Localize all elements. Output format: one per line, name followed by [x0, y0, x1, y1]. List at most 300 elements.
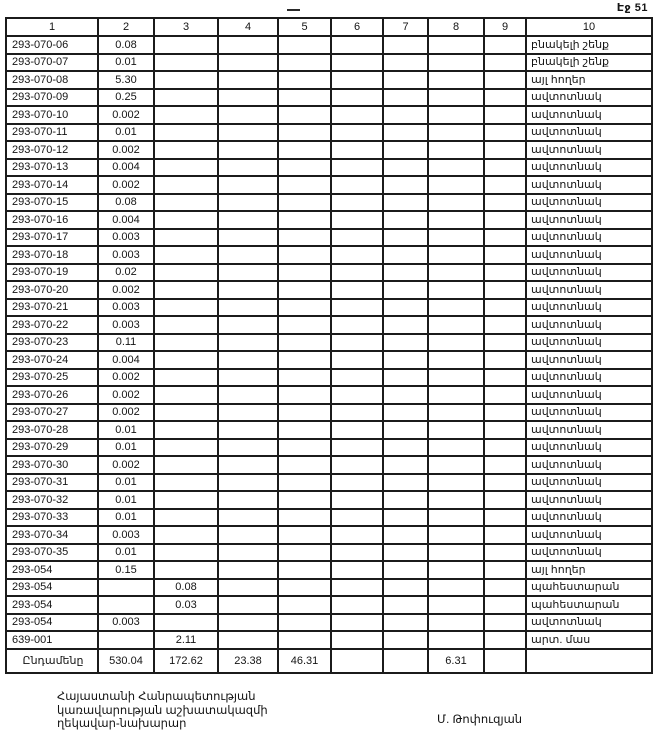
cell-col9	[484, 631, 526, 649]
cell-col3	[154, 404, 218, 422]
cell-col8	[428, 334, 484, 352]
column-header-8: 8	[428, 18, 484, 36]
cell-col6	[331, 211, 383, 229]
cell-col5	[278, 124, 331, 142]
total-cell-col4: 23.38	[218, 649, 278, 673]
cell-col8	[428, 159, 484, 177]
cell-col6	[331, 281, 383, 299]
cell-col10: այլ հողեր	[526, 71, 652, 89]
cell-col2: 0.01	[98, 491, 154, 509]
cell-col3	[154, 614, 218, 632]
cell-col9	[484, 89, 526, 107]
cell-col3	[154, 176, 218, 194]
cell-col8	[428, 299, 484, 317]
cell-col10: ավտոտնակ	[526, 386, 652, 404]
cell-col4	[218, 246, 278, 264]
cell-col5	[278, 299, 331, 317]
cell-col9	[484, 106, 526, 124]
cell-col8	[428, 491, 484, 509]
cell-col10: ավտոտնակ	[526, 491, 652, 509]
cell-col5	[278, 141, 331, 159]
cell-col5	[278, 614, 331, 632]
cell-col8	[428, 631, 484, 649]
cell-col5	[278, 509, 331, 527]
cell-col7	[383, 404, 428, 422]
cell-col4	[218, 54, 278, 72]
footer-line-3: ղեկավար-նախարար	[57, 718, 187, 730]
cell-col5	[278, 421, 331, 439]
cell-col9	[484, 246, 526, 264]
cell-col3	[154, 124, 218, 142]
cell-col4	[218, 474, 278, 492]
cell-col3	[154, 456, 218, 474]
cell-col6	[331, 159, 383, 177]
cell-col10: ավտոտնակ	[526, 509, 652, 527]
cell-col10: ավտոտնակ	[526, 439, 652, 457]
cell-col1: 293-070-30	[6, 456, 98, 474]
cell-col5	[278, 334, 331, 352]
cell-col2: 0.003	[98, 526, 154, 544]
cell-col8	[428, 369, 484, 387]
cell-col9	[484, 351, 526, 369]
cell-col7	[383, 369, 428, 387]
cell-col3	[154, 159, 218, 177]
cell-col7	[383, 631, 428, 649]
column-header-3: 3	[154, 18, 218, 36]
cell-col7	[383, 491, 428, 509]
cell-col9	[484, 229, 526, 247]
cell-col9	[484, 544, 526, 562]
cell-col2	[98, 596, 154, 614]
cell-col6	[331, 124, 383, 142]
cell-col2: 0.01	[98, 509, 154, 527]
cell-col1: 293-070-06	[6, 36, 98, 54]
cell-col3	[154, 246, 218, 264]
cell-col5	[278, 631, 331, 649]
cell-col3	[154, 474, 218, 492]
cell-col9	[484, 71, 526, 89]
cell-col3	[154, 334, 218, 352]
cell-col10: ավտոտնակ	[526, 264, 652, 282]
cell-col10: ավտոտնակ	[526, 299, 652, 317]
cell-col7	[383, 561, 428, 579]
cell-col7	[383, 596, 428, 614]
cell-col1: 293-070-13	[6, 159, 98, 177]
cell-col1: 293-070-35	[6, 544, 98, 562]
cell-col9	[484, 561, 526, 579]
cell-col4	[218, 404, 278, 422]
cell-col2: 0.004	[98, 211, 154, 229]
total-cell-col1: Ընդամենը	[6, 649, 98, 673]
cell-col9	[484, 369, 526, 387]
cell-col8	[428, 474, 484, 492]
cell-col5	[278, 211, 331, 229]
cell-col5	[278, 474, 331, 492]
cell-col6	[331, 456, 383, 474]
cell-col10: ավտոտնակ	[526, 89, 652, 107]
total-cell-col3: 172.62	[154, 649, 218, 673]
cell-col4	[218, 456, 278, 474]
cell-col3	[154, 386, 218, 404]
cell-col9	[484, 386, 526, 404]
cell-col2: 0.15	[98, 561, 154, 579]
cell-col6	[331, 561, 383, 579]
cell-col1: 293-070-32	[6, 491, 98, 509]
cell-col10: բնակելի շենք	[526, 54, 652, 72]
cell-col9	[484, 194, 526, 212]
cell-col2: 0.002	[98, 456, 154, 474]
table-row	[6, 229, 652, 247]
cell-col9	[484, 141, 526, 159]
cell-col7	[383, 106, 428, 124]
cell-col5	[278, 89, 331, 107]
cell-col2: 0.01	[98, 421, 154, 439]
cell-col9	[484, 281, 526, 299]
cell-col6	[331, 54, 383, 72]
cell-col6	[331, 404, 383, 422]
cell-col7	[383, 194, 428, 212]
cell-col7	[383, 439, 428, 457]
cell-col2: 0.002	[98, 369, 154, 387]
property-table	[5, 17, 653, 674]
cell-col5	[278, 456, 331, 474]
cell-col6	[331, 264, 383, 282]
cell-col7	[383, 579, 428, 597]
cell-col7	[383, 316, 428, 334]
cell-col3	[154, 369, 218, 387]
cell-col5	[278, 281, 331, 299]
cell-col9	[484, 439, 526, 457]
cell-col1: 293-070-20	[6, 281, 98, 299]
cell-col4	[218, 544, 278, 562]
cell-col9	[484, 159, 526, 177]
cell-col8	[428, 141, 484, 159]
cell-col8	[428, 386, 484, 404]
table-row	[6, 474, 652, 492]
cell-col1: 293-070-10	[6, 106, 98, 124]
cell-col2: 0.02	[98, 264, 154, 282]
cell-col9	[484, 421, 526, 439]
cell-col9	[484, 176, 526, 194]
table-row	[6, 386, 652, 404]
cell-col4	[218, 579, 278, 597]
table-row	[6, 54, 652, 72]
cell-col10: ավտոտնակ	[526, 404, 652, 422]
cell-col8	[428, 404, 484, 422]
cell-col8	[428, 439, 484, 457]
cell-col10: պահեստարան	[526, 579, 652, 597]
cell-col2: 0.08	[98, 194, 154, 212]
total-cell-col7	[383, 649, 428, 673]
cell-col1: 293-070-28	[6, 421, 98, 439]
cell-col3	[154, 281, 218, 299]
total-cell-col2: 530.04	[98, 649, 154, 673]
cell-col7	[383, 71, 428, 89]
table-row	[6, 491, 652, 509]
cell-col10: պահեստարան	[526, 596, 652, 614]
cell-col1: 293-070-33	[6, 509, 98, 527]
cell-col9	[484, 299, 526, 317]
cell-col10: ավտոտնակ	[526, 369, 652, 387]
cell-col8	[428, 509, 484, 527]
cell-col4	[218, 631, 278, 649]
total-cell-col8: 6.31	[428, 649, 484, 673]
cell-col2: 0.01	[98, 544, 154, 562]
cell-col2: 0.25	[98, 89, 154, 107]
cell-col4	[218, 159, 278, 177]
cell-col8	[428, 106, 484, 124]
table-row	[6, 246, 652, 264]
column-header-6: 6	[331, 18, 383, 36]
cell-col2: 0.01	[98, 54, 154, 72]
column-header-1: 1	[6, 18, 98, 36]
column-header-7: 7	[383, 18, 428, 36]
cell-col7	[383, 176, 428, 194]
cell-col2: 0.01	[98, 124, 154, 142]
cell-col5	[278, 36, 331, 54]
cell-col5	[278, 351, 331, 369]
cell-col1: 293-070-21	[6, 299, 98, 317]
cell-col4	[218, 369, 278, 387]
cell-col8	[428, 544, 484, 562]
cell-col10: ավտոտնակ	[526, 176, 652, 194]
cell-col9	[484, 614, 526, 632]
cell-col10: այլ հողեր	[526, 561, 652, 579]
cell-col3	[154, 229, 218, 247]
table-row	[6, 614, 652, 632]
cell-col8	[428, 246, 484, 264]
footer-line-1: Հայաստանի Հանրապետության	[57, 691, 256, 703]
cell-col5	[278, 544, 331, 562]
cell-col10: ավտոտնակ	[526, 474, 652, 492]
cell-col6	[331, 421, 383, 439]
cell-col1: 293-054	[6, 596, 98, 614]
cell-col6	[331, 439, 383, 457]
table-row	[6, 159, 652, 177]
cell-col3	[154, 421, 218, 439]
cell-col5	[278, 439, 331, 457]
cell-col5	[278, 596, 331, 614]
cell-col2: 0.11	[98, 334, 154, 352]
cell-col1: 293-070-18	[6, 246, 98, 264]
cell-col4	[218, 561, 278, 579]
cell-col3	[154, 141, 218, 159]
cell-col8	[428, 229, 484, 247]
table-row	[6, 194, 652, 212]
cell-col7	[383, 54, 428, 72]
cell-col6	[331, 89, 383, 107]
cell-col1: 293-070-16	[6, 211, 98, 229]
cell-col3	[154, 351, 218, 369]
cell-col1: 293-054	[6, 561, 98, 579]
cell-col10: արտ. մաս	[526, 631, 652, 649]
cell-col5	[278, 491, 331, 509]
cell-col4	[218, 614, 278, 632]
cell-col8	[428, 579, 484, 597]
column-header-4: 4	[218, 18, 278, 36]
cell-col8	[428, 596, 484, 614]
cell-col7	[383, 474, 428, 492]
cell-col4	[218, 36, 278, 54]
table-row	[6, 439, 652, 457]
cell-col8	[428, 316, 484, 334]
cell-col9	[484, 211, 526, 229]
cell-col6	[331, 246, 383, 264]
cell-col6	[331, 176, 383, 194]
cell-col2: 0.003	[98, 229, 154, 247]
cell-col8	[428, 281, 484, 299]
cell-col1: 293-070-15	[6, 194, 98, 212]
total-row	[6, 649, 652, 673]
cell-col1: 293-070-27	[6, 404, 98, 422]
cell-col10: ավտոտնակ	[526, 159, 652, 177]
table-row	[6, 89, 652, 107]
cell-col6	[331, 229, 383, 247]
cell-col10: ավտոտնակ	[526, 229, 652, 247]
cell-col9	[484, 54, 526, 72]
cell-col3	[154, 299, 218, 317]
cell-col4	[218, 351, 278, 369]
cell-col3	[154, 439, 218, 457]
cell-col10: ավտոտնակ	[526, 334, 652, 352]
cell-col2: 0.08	[98, 36, 154, 54]
cell-col6	[331, 579, 383, 597]
table-row	[6, 299, 652, 317]
cell-col1: 293-054	[6, 579, 98, 597]
table-row	[6, 106, 652, 124]
cell-col3	[154, 54, 218, 72]
cell-col7	[383, 334, 428, 352]
cell-col1: 293-070-08	[6, 71, 98, 89]
table-row	[6, 71, 652, 89]
cell-col6	[331, 141, 383, 159]
cell-col7	[383, 229, 428, 247]
table-row	[6, 456, 652, 474]
cell-col7	[383, 211, 428, 229]
cell-col4	[218, 334, 278, 352]
cell-col5	[278, 106, 331, 124]
cell-col6	[331, 544, 383, 562]
cell-col4	[218, 106, 278, 124]
cell-col9	[484, 491, 526, 509]
cell-col2: 0.003	[98, 316, 154, 334]
cell-col9	[484, 316, 526, 334]
table-row	[6, 211, 652, 229]
cell-col6	[331, 474, 383, 492]
cell-col10: ավտոտնակ	[526, 316, 652, 334]
cell-col3	[154, 211, 218, 229]
footer-title-block	[57, 691, 268, 732]
cell-col9	[484, 579, 526, 597]
column-header-5: 5	[278, 18, 331, 36]
table-row	[6, 404, 652, 422]
cell-col8	[428, 351, 484, 369]
cell-col10: ավտոտնակ	[526, 194, 652, 212]
scan-artifact-dash	[287, 9, 300, 11]
cell-col7	[383, 456, 428, 474]
table-row	[6, 421, 652, 439]
cell-col3: 2.11	[154, 631, 218, 649]
cell-col7	[383, 264, 428, 282]
cell-col4	[218, 211, 278, 229]
cell-col4	[218, 596, 278, 614]
cell-col5	[278, 159, 331, 177]
cell-col8	[428, 124, 484, 142]
cell-col6	[331, 596, 383, 614]
cell-col4	[218, 89, 278, 107]
cell-col5	[278, 176, 331, 194]
cell-col8	[428, 421, 484, 439]
cell-col5	[278, 579, 331, 597]
cell-col4	[218, 439, 278, 457]
cell-col3	[154, 509, 218, 527]
cell-col10: ավտոտնակ	[526, 211, 652, 229]
cell-col10: ավտոտնակ	[526, 246, 652, 264]
cell-col7	[383, 124, 428, 142]
cell-col4	[218, 124, 278, 142]
table-row	[6, 369, 652, 387]
column-header-10: 10	[526, 18, 652, 36]
cell-col1: 293-070-34	[6, 526, 98, 544]
cell-col3	[154, 89, 218, 107]
cell-col4	[218, 194, 278, 212]
cell-col9	[484, 596, 526, 614]
cell-col3	[154, 491, 218, 509]
table-row	[6, 509, 652, 527]
cell-col8	[428, 614, 484, 632]
cell-col9	[484, 264, 526, 282]
cell-col6	[331, 36, 383, 54]
cell-col3	[154, 36, 218, 54]
header-row	[6, 18, 652, 36]
total-cell-col5: 46.31	[278, 649, 331, 673]
cell-col1: 293-070-25	[6, 369, 98, 387]
cell-col5	[278, 561, 331, 579]
cell-col7	[383, 421, 428, 439]
cell-col8	[428, 89, 484, 107]
cell-col10: ավտոտնակ	[526, 526, 652, 544]
cell-col10: ավտոտնակ	[526, 124, 652, 142]
cell-col2: 0.01	[98, 439, 154, 457]
cell-col2: 0.002	[98, 281, 154, 299]
cell-col9	[484, 404, 526, 422]
cell-col2: 0.003	[98, 246, 154, 264]
cell-col3	[154, 544, 218, 562]
cell-col8	[428, 264, 484, 282]
cell-col5	[278, 369, 331, 387]
cell-col8	[428, 561, 484, 579]
cell-col8	[428, 211, 484, 229]
cell-col7	[383, 509, 428, 527]
cell-col1: 293-070-09	[6, 89, 98, 107]
table-row	[6, 124, 652, 142]
cell-col9	[484, 334, 526, 352]
total-cell-col10	[526, 649, 652, 673]
cell-col6	[331, 386, 383, 404]
cell-col1: 293-070-26	[6, 386, 98, 404]
cell-col7	[383, 246, 428, 264]
table-row	[6, 334, 652, 352]
cell-col6	[331, 491, 383, 509]
table-row	[6, 544, 652, 562]
cell-col10: ավտոտնակ	[526, 281, 652, 299]
cell-col1: 293-070-31	[6, 474, 98, 492]
cell-col6	[331, 194, 383, 212]
cell-col1: 293-070-24	[6, 351, 98, 369]
cell-col2: 0.01	[98, 474, 154, 492]
cell-col5	[278, 71, 331, 89]
cell-col3	[154, 561, 218, 579]
